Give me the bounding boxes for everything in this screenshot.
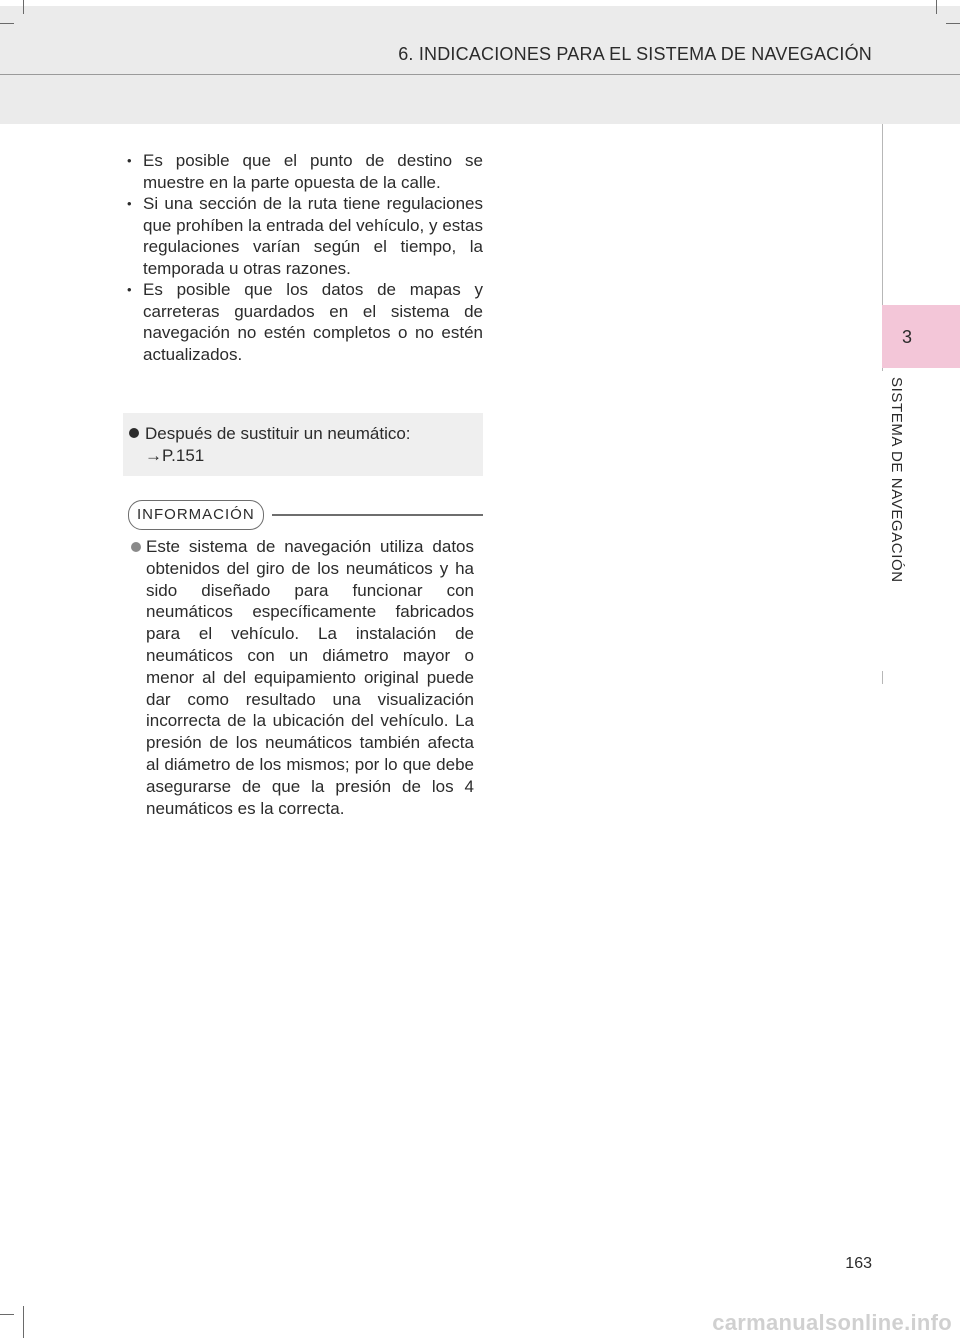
info-heading-rule [272, 514, 483, 516]
list-item: • Es posible que los datos de mapas y carreteras guardados en el sistema de navegación no estén completos o no estén actualizados. [123, 279, 483, 365]
chapter-label-area [882, 371, 960, 671]
crop-mark-bottom-left [23, 1306, 24, 1338]
page-header-title: 6. INDICACIONES PARA EL SISTEMA DE NAVEGACIÓN [398, 44, 872, 64]
bullet-dot-icon [129, 428, 139, 438]
header-rule [0, 74, 960, 75]
note-box [123, 413, 483, 476]
crop-mark-left-bottom [0, 1314, 14, 1315]
note-label: Después de sustituir un neumático: [145, 424, 411, 443]
crop-mark-left-top [0, 23, 14, 24]
crop-mark-top-left [23, 0, 24, 14]
crop-mark-top-right [936, 0, 937, 14]
chapter-label: SISTEMA DE NAVEGACIÓN [888, 377, 905, 583]
list-item: • Si una sección de la ruta tiene regulaciones que prohíben la entrada del vehículo, y estas regulaciones varían según el tiempo, la temporada u otras razones. [123, 193, 483, 279]
chapter-tab [882, 305, 960, 368]
page-reference-link[interactable]: →P.151 [145, 445, 205, 465]
info-text: Este sistema de navegación utiliza datos obtenidos del giro de los neumáticos y ha sido diseñado para funcionar con neumáticos específicamente fabricados para el vehículo. La instalación de neumáticos con un diámetro mayor o menor al del equipamiento original puede dar como resultado una visualización incorrecta de la ubicación del vehículo. La presión de los neumáticos también afecta al diámetro de los mismos; por lo que debe asegurarse de que la presión de los 4 neumáticos es la correcta. [146, 537, 474, 818]
chapter-number: 3 [902, 327, 913, 347]
info-heading: INFORMACIÓN [128, 500, 264, 530]
bullet-section [123, 150, 483, 365]
bullet-dot-icon [131, 542, 141, 552]
note-text [129, 423, 477, 466]
crop-mark-right-top [946, 23, 960, 24]
watermark: carmanualsonline.info [712, 1310, 952, 1335]
header-top-strip [0, 0, 960, 6]
list-item: • Es posible que el punto de destino se muestre en la parte opuesta de la calle. [123, 150, 483, 193]
info-body [128, 536, 474, 819]
page-number: 163 [845, 1255, 872, 1272]
bullet-list [123, 150, 483, 365]
